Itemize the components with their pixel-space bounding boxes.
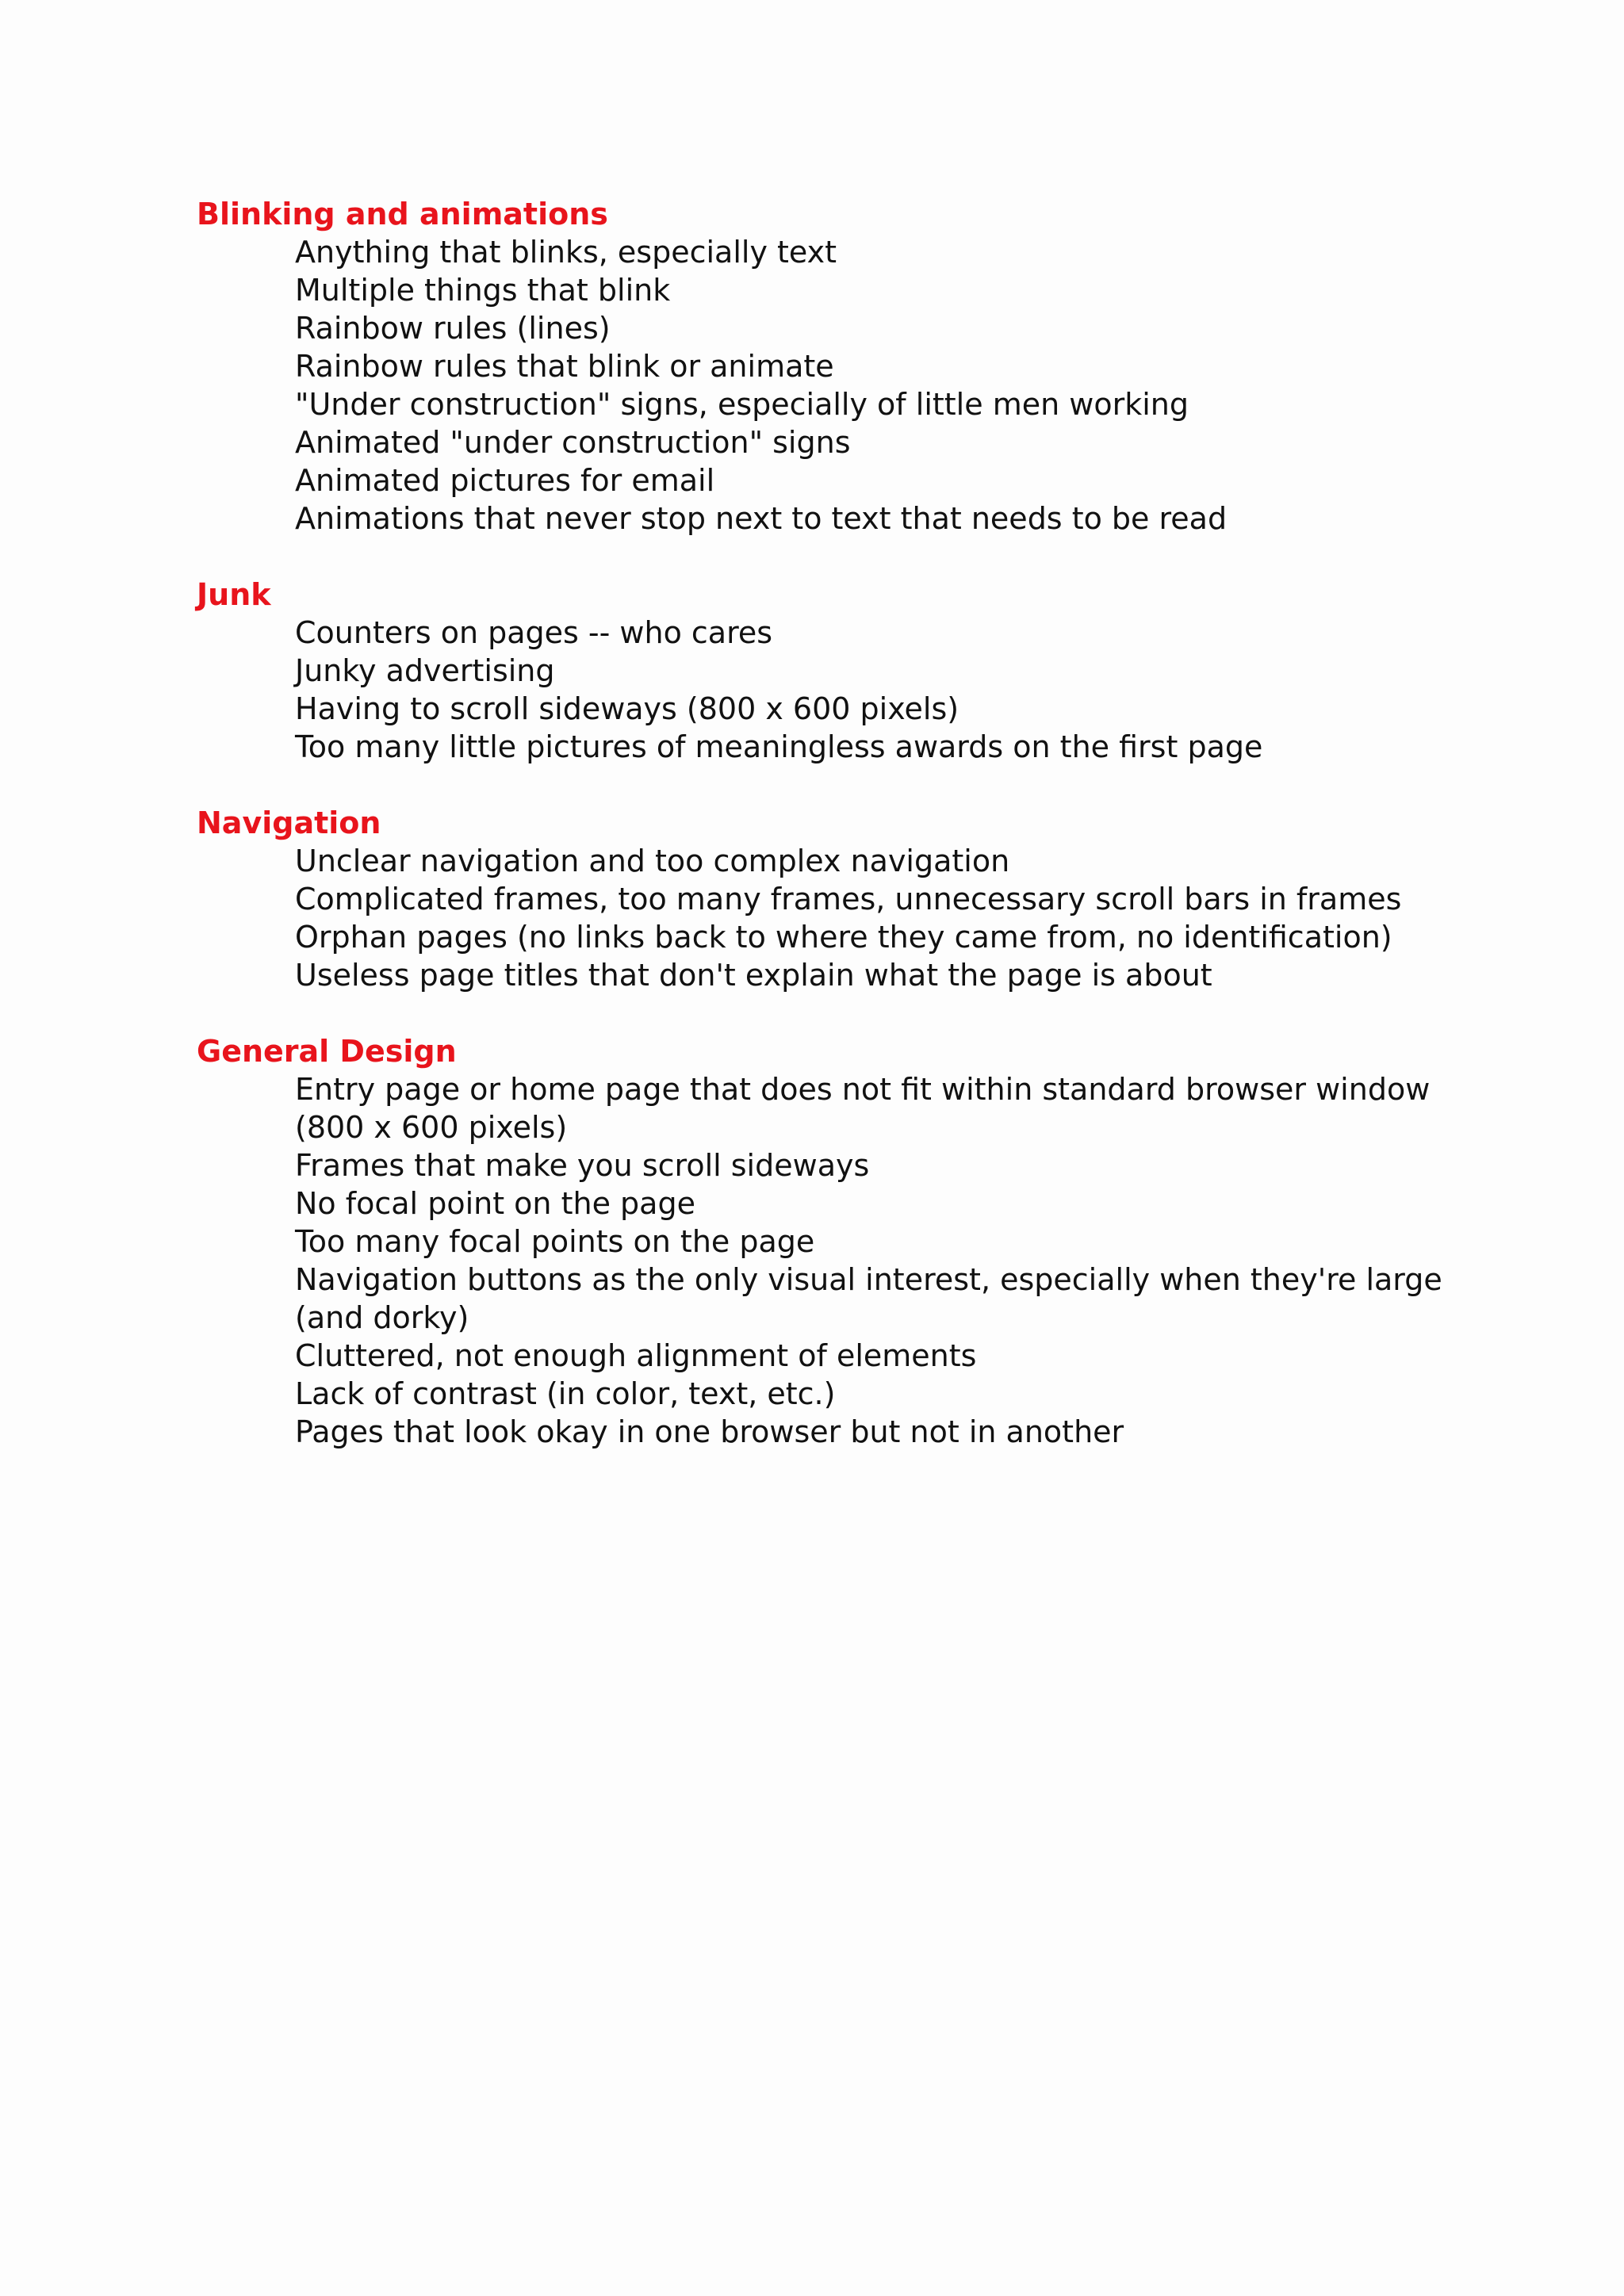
section-heading: Blinking and animations: [197, 197, 608, 232]
list-item: Entry page or home page that does not fit within standard browser window (800 x 600 pixels): [295, 1072, 1431, 1145]
item-list: [197, 1070, 1497, 1451]
item-list: [197, 614, 1497, 766]
list-item: Junky advertising: [295, 653, 555, 688]
list-item: Having to scroll sideways (800 x 600 pixels): [295, 691, 959, 726]
list-item: Complicated frames, too many frames, unnecessary scroll bars in frames: [295, 882, 1402, 916]
list-item: Animated pictures for email: [295, 463, 715, 498]
list-item: Pages that look okay in one browser but not in another: [295, 1414, 1124, 1449]
list-item: Animated "under construction" signs: [295, 425, 851, 460]
list-item: Counters on pages -- who cares: [295, 615, 773, 650]
list-item: Unclear navigation and too complex navigation: [295, 844, 1010, 878]
item-list: [197, 233, 1497, 538]
list-item: Anything that blinks, especially text: [295, 235, 837, 270]
list-item: Rainbow rules that blink or animate: [295, 349, 834, 384]
list-item: Multiple things that blink: [295, 273, 671, 308]
item-list: [197, 842, 1497, 994]
list-item: No focal point on the page: [295, 1186, 695, 1221]
section-navigation: [197, 804, 1497, 994]
list-item: Frames that make you scroll sideways: [295, 1148, 870, 1183]
list-item: Lack of contrast (in color, text, etc.): [295, 1376, 836, 1411]
section-heading: General Design: [197, 1034, 457, 1069]
list-item: Too many little pictures of meaningless awards on the first page: [295, 729, 1263, 764]
section-heading: Junk: [197, 577, 271, 612]
list-item: Cluttered, not enough alignment of elements: [295, 1338, 977, 1373]
list-item: Too many focal points on the page: [295, 1224, 815, 1259]
section-blinking-and-animations: [197, 195, 1497, 538]
document-content: [197, 195, 1497, 1489]
list-item: Useless page titles that don't explain what the page is about: [295, 958, 1212, 993]
section-general-design: [197, 1032, 1497, 1451]
list-item: Navigation buttons as the only visual interest, especially when they're large (and dorky): [295, 1262, 1442, 1335]
list-item: "Under construction" signs, especially of little men working: [295, 387, 1189, 422]
list-item: Orphan pages (no links back to where they came from, no identification): [295, 920, 1392, 955]
list-item: Rainbow rules (lines): [295, 311, 611, 346]
list-item: Animations that never stop next to text that needs to be read: [295, 501, 1228, 536]
section-heading: Navigation: [197, 806, 381, 840]
section-junk: [197, 576, 1497, 766]
